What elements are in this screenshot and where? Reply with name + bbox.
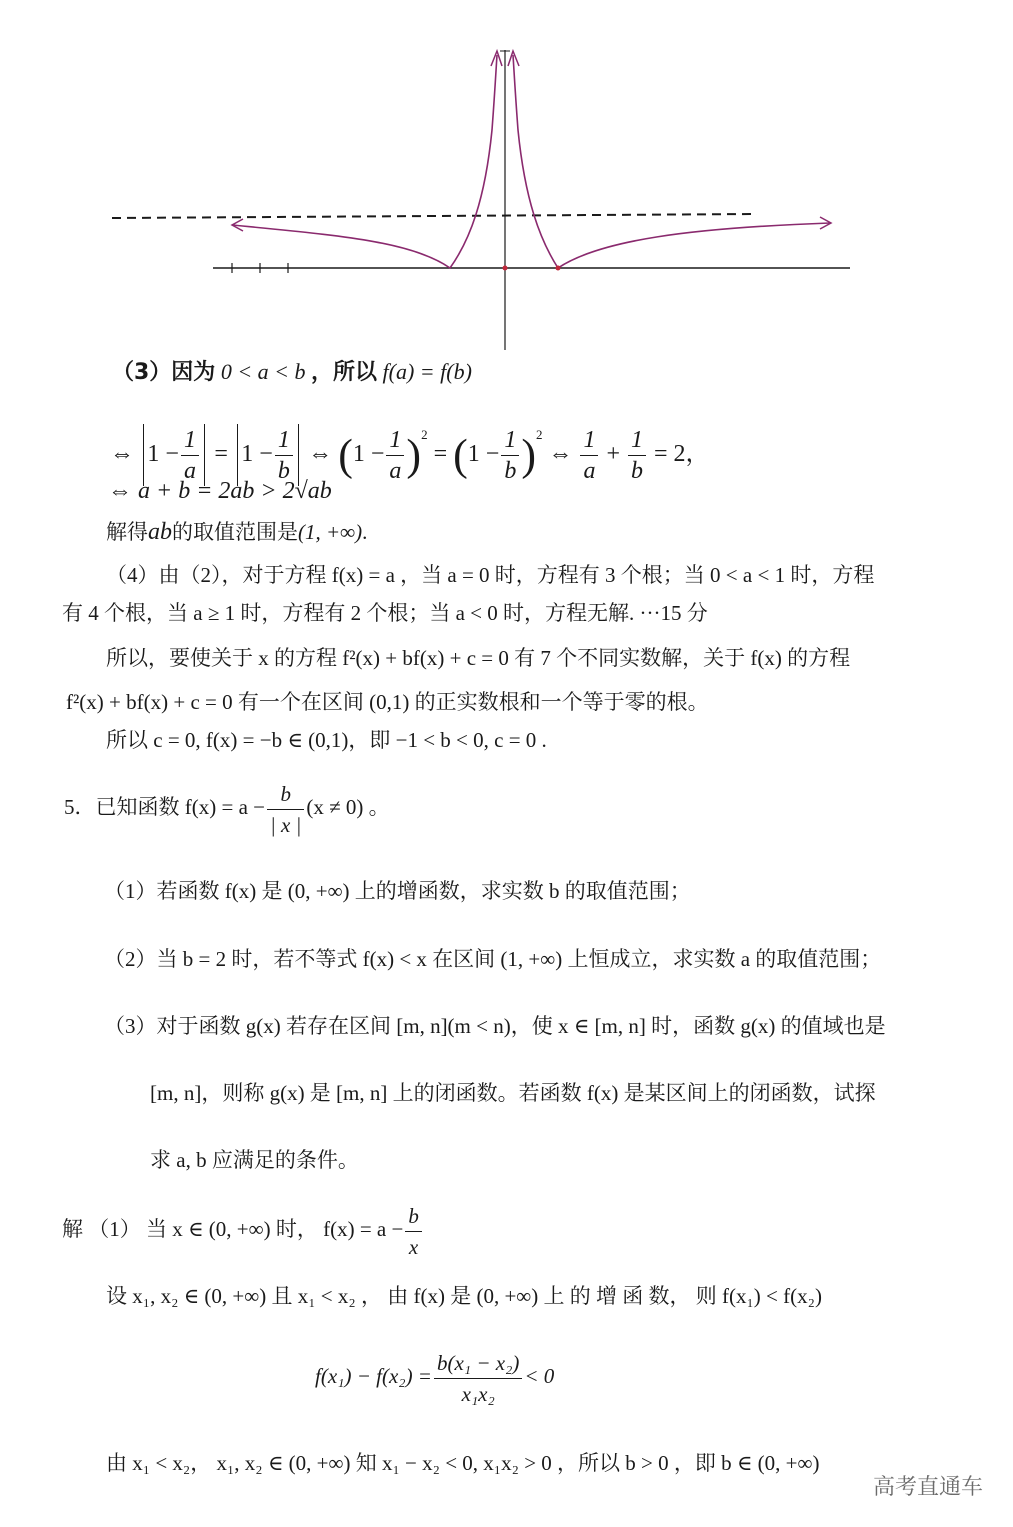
part3-line1: （3）因为 0 < a < b ，所以 f(a) = f(b) (112, 359, 472, 385)
curve-left (233, 55, 497, 268)
solution-line1: 解 （1） 当 x ∈ (0, +∞) 时， f(x) = a − $\frac{b}{x}$ (62, 1198, 424, 1262)
problem5-q3-line3: 求 a, b 应满足的条件。 (150, 1148, 359, 1172)
zero-marker (556, 266, 561, 271)
part4-line3: 所以，要使关于 x 的方程 f²(x) + bf(x) + c = 0 有 7 个不同实数解，关于 f(x) 的方程 (106, 646, 851, 670)
part3-line3: ⇔ a + b = 2ab > 2√ab (108, 478, 332, 504)
asymptote-dashed-line (112, 214, 757, 218)
problem5-stem: 5．已知函数 f(x) = a − $\frac{b}{| x |}$ (x ≠ 0) 。 (64, 776, 390, 840)
problem5-q1: （1）若函数 f(x) 是 (0, +∞) 上的增函数，求实数 b 的取值范围； (104, 879, 691, 903)
origin-marker (503, 266, 508, 271)
watermark: 高考直通车 (872, 1475, 983, 1500)
part4-line5: 所以 c = 0, f(x) = −b ∈ (0,1)，即 −1 < b < 0, c = 0 . (106, 728, 547, 752)
problem5-q3-line2: [m, n]，则称 g(x) 是 [m, n] 上的闭函数。若函数 f(x) 是某区间上的闭函数，试探 (150, 1081, 876, 1105)
solution-line2: 设 x₁, x₂ ∈ (0, +∞) 且 x₁ < x₂ ， 由 f(x) 是 (0, +∞) 上 的 增 函 数， 则 f(x₁) < f(x₂) (106, 1284, 822, 1308)
problem5-q2: （2）当 b = 2 时，若不等式 f(x) < x 在区间 (1, +∞) 上恒成立，求实数 a 的取值范围； (104, 947, 882, 971)
function-graph (0, 0, 1013, 360)
problem5-q3-line1: （3）对于函数 g(x) 若存在区间 [m, n](m < n)，使 x ∈ [m, n] 时，函数 g(x) 的值域也是 (104, 1014, 886, 1038)
part4-line1: （4）由（2），对于方程 f(x) = a ，当 a = 0 时，方程有 3 个根；当 0 < a < 1 时，方程 (106, 563, 875, 587)
solution-equation: f(x₁) − f(x₂) = $\frac{\text{b(x₁ − x₂)}}{\text{x₁x₂}}$ < 0 (315, 1345, 554, 1409)
part4-line2: 有 4 个根，当 a ≥ 1 时，方程有 2 个根；当 a < 0 时，方程无解. ···15 分 (62, 601, 708, 625)
part4-line4: f²(x) + bf(x) + c = 0 有一个在区间 (0,1) 的正实数根和一个等于零的根。 (66, 690, 709, 714)
solution-line4: 由 x₁ < x₂， x₁, x₂ ∈ (0, +∞) 知 x₁ − x₂ < 0, x₁x₂ > 0 ，所以 b > 0 ，即 b ∈ (0, +∞) (106, 1451, 820, 1475)
part3-line2: ⇔ 1 − $\frac{1}{a}$ = 1 − $\frac{1}{b}$ ⇔ (1 − $\frac{1}{a}$ )$^2$ = (1 − $\frac{1}{b}$ )$^2$ ⇔ $\frac{1}{a}$ + $\frac{1}{b}$ = 2， (110, 402, 710, 488)
part3-line4: 解得ab的取值范围是(1, +∞). (106, 519, 368, 545)
curve-right (513, 55, 830, 268)
